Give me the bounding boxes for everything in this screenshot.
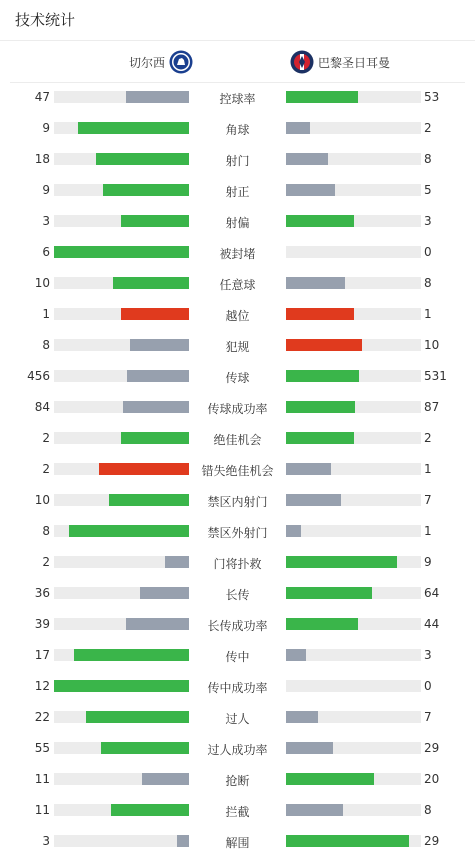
home-stat-bar: [54, 804, 189, 816]
home-team-name: 切尔西: [129, 55, 166, 70]
away-stat-bar-fill: [286, 556, 397, 568]
away-stat-bar: [286, 804, 421, 816]
away-stat-value: 8: [424, 152, 432, 166]
away-stat-bar: [286, 680, 421, 692]
away-stat-bar-fill: [286, 649, 306, 661]
away-stat-value: 53: [424, 90, 440, 104]
home-stat-bar: [54, 432, 189, 444]
home-team[interactable]: [125, 49, 193, 75]
home-stat-value: 3: [42, 214, 50, 228]
stat-label: 射门: [225, 154, 250, 168]
away-stat-bar: [286, 556, 421, 568]
home-stat-value: 18: [34, 152, 50, 166]
stat-label: 抢断: [225, 774, 250, 788]
stat-label: 拦截: [225, 805, 250, 819]
stat-label: 传球成功率: [207, 402, 268, 416]
away-stat-bar-fill: [286, 742, 333, 754]
home-stat-bar: [54, 401, 189, 413]
stat-label: 传球: [225, 371, 250, 385]
home-stat-bar: [54, 680, 189, 692]
away-stat-bar: [286, 742, 421, 754]
away-stat-value: 0: [424, 679, 432, 693]
stat-label: 过人成功率: [207, 743, 268, 757]
home-stat-value: 36: [34, 586, 50, 600]
away-stat-bar-fill: [286, 184, 335, 196]
home-stat-bar: [54, 556, 189, 568]
home-stat-bar: [54, 618, 189, 630]
home-stat-value: 10: [34, 276, 50, 290]
home-stat-bar: [54, 308, 189, 320]
away-stat-bar: [286, 525, 421, 537]
stats-list: [0, 82, 475, 857]
away-stat-bar: [286, 184, 421, 196]
teams-bar: [10, 41, 465, 83]
home-stat-bar: [54, 91, 189, 103]
away-stat-value: 44: [424, 617, 440, 631]
home-stat-bar-fill: [126, 91, 189, 103]
stat-row: [0, 516, 475, 547]
away-stat-bar: [286, 494, 421, 506]
home-stat-bar-fill: [121, 432, 189, 444]
stat-label: 解围: [225, 836, 250, 850]
stat-row: [0, 423, 475, 454]
home-stat-bar: [54, 277, 189, 289]
stat-row: [0, 299, 475, 330]
away-stat-bar: [286, 649, 421, 661]
away-stat-bar: [286, 711, 421, 723]
stat-row: [0, 578, 475, 609]
stat-label: 角球: [225, 123, 250, 137]
stats-header: [0, 0, 475, 41]
away-stat-bar-fill: [286, 835, 409, 847]
away-stat-bar: [286, 401, 421, 413]
away-stat-bar: [286, 773, 421, 785]
away-stat-value: 531: [424, 369, 447, 383]
home-stat-bar: [54, 773, 189, 785]
away-stat-value: 1: [424, 307, 432, 321]
home-stat-bar: [54, 649, 189, 661]
home-stat-bar-fill: [109, 494, 189, 506]
away-stat-bar: [286, 370, 421, 382]
home-stat-value: 22: [34, 710, 50, 724]
home-stat-bar-fill: [113, 277, 189, 289]
stat-row: [0, 547, 475, 578]
stat-row: [0, 454, 475, 485]
away-stat-value: 9: [424, 555, 432, 569]
away-team[interactable]: [290, 49, 394, 75]
away-stat-bar: [286, 215, 421, 227]
stat-label: 传中: [225, 650, 250, 664]
away-stat-bar-fill: [286, 153, 328, 165]
stat-row: [0, 764, 475, 795]
away-stat-bar-fill: [286, 339, 362, 351]
home-stat-value: 39: [34, 617, 50, 631]
home-stat-bar-fill: [103, 184, 189, 196]
home-stat-bar: [54, 184, 189, 196]
away-stat-bar-fill: [286, 215, 354, 227]
home-stat-bar: [54, 711, 189, 723]
chelsea-crest-icon: [169, 50, 193, 74]
away-stat-bar-fill: [286, 463, 331, 475]
home-stat-bar-fill: [123, 401, 189, 413]
stat-row: [0, 206, 475, 237]
stat-label: 传中成功率: [207, 681, 268, 695]
home-stat-bar: [54, 339, 189, 351]
stat-label: 犯规: [225, 340, 250, 354]
stat-row: [0, 702, 475, 733]
away-stat-value: 29: [424, 741, 440, 755]
page-title: 技术统计: [15, 11, 76, 29]
away-stat-value: 7: [424, 710, 432, 724]
stat-row: [0, 82, 475, 113]
away-stat-bar-fill: [286, 804, 343, 816]
away-stat-bar: [286, 618, 421, 630]
stat-label: 任意球: [219, 278, 256, 292]
away-stat-bar-fill: [286, 308, 354, 320]
stat-row: [0, 826, 475, 857]
home-stat-value: 11: [34, 772, 50, 786]
home-stat-value: 9: [42, 183, 50, 197]
home-stat-bar-fill: [74, 649, 189, 661]
away-stat-value: 3: [424, 214, 432, 228]
stat-row: [0, 361, 475, 392]
away-stat-bar: [286, 246, 421, 258]
home-stat-bar-fill: [78, 122, 189, 134]
home-stat-bar-fill: [54, 246, 189, 258]
stat-row: [0, 392, 475, 423]
stat-row: [0, 733, 475, 764]
away-stat-bar: [286, 122, 421, 134]
stat-row: [0, 671, 475, 702]
home-stat-value: 2: [42, 555, 50, 569]
stat-label: 越位: [225, 309, 250, 323]
home-stat-bar-fill: [165, 556, 189, 568]
home-stat-value: 8: [42, 338, 50, 352]
home-stat-bar: [54, 742, 189, 754]
home-stat-bar-fill: [111, 804, 189, 816]
away-stat-value: 2: [424, 431, 432, 445]
away-stat-bar: [286, 432, 421, 444]
home-stat-bar-fill: [177, 835, 189, 847]
away-stat-value: 2: [424, 121, 432, 135]
home-stat-bar: [54, 525, 189, 537]
home-stat-bar-fill: [121, 215, 189, 227]
home-stat-bar: [54, 587, 189, 599]
away-stat-value: 1: [424, 462, 432, 476]
home-stat-bar-fill: [140, 587, 189, 599]
stat-row: [0, 175, 475, 206]
home-stat-value: 8: [42, 524, 50, 538]
stat-label: 禁区外射门: [207, 526, 268, 540]
away-stat-bar: [286, 339, 421, 351]
away-stat-value: 3: [424, 648, 432, 662]
home-stat-value: 55: [34, 741, 50, 755]
stat-row: [0, 237, 475, 268]
away-stat-value: 0: [424, 245, 432, 259]
away-stat-value: 87: [424, 400, 440, 414]
away-stat-bar-fill: [286, 618, 358, 630]
away-stat-bar-fill: [286, 494, 341, 506]
stat-label: 射偏: [225, 216, 250, 230]
home-stat-bar-fill: [99, 463, 189, 475]
away-stat-bar: [286, 153, 421, 165]
away-stat-bar-fill: [286, 587, 372, 599]
home-stat-bar-fill: [127, 370, 189, 382]
stat-label: 禁区内射门: [207, 495, 268, 509]
stat-label: 长传: [225, 588, 250, 602]
stat-row: [0, 113, 475, 144]
stat-label: 绝佳机会: [213, 433, 262, 447]
away-stat-bar: [286, 835, 421, 847]
home-stat-bar: [54, 122, 189, 134]
stat-label: 错失绝佳机会: [201, 464, 274, 478]
home-stat-value: 47: [34, 90, 50, 104]
psg-crest-icon: [290, 50, 314, 74]
away-stat-value: 8: [424, 276, 432, 290]
away-stat-value: 20: [424, 772, 440, 786]
stat-row: [0, 485, 475, 516]
stat-label: 射正: [225, 185, 250, 199]
away-stat-value: 29: [424, 834, 440, 848]
away-stat-value: 64: [424, 586, 440, 600]
home-stat-bar: [54, 246, 189, 258]
home-stat-value: 9: [42, 121, 50, 135]
away-stat-bar-fill: [286, 370, 359, 382]
home-stat-bar: [54, 463, 189, 475]
away-stat-bar-fill: [286, 711, 318, 723]
home-stat-bar-fill: [121, 308, 189, 320]
away-stat-value: 7: [424, 493, 432, 507]
home-stat-bar-fill: [69, 525, 189, 537]
stat-label: 长传成功率: [207, 619, 268, 633]
home-stat-bar-fill: [101, 742, 189, 754]
stat-row: [0, 609, 475, 640]
away-stat-value: 8: [424, 803, 432, 817]
home-stat-value: 12: [34, 679, 50, 693]
stat-label: 过人: [225, 712, 250, 726]
home-stat-bar: [54, 215, 189, 227]
home-stat-bar-fill: [126, 618, 189, 630]
home-stat-bar-fill: [96, 153, 189, 165]
away-stat-value: 5: [424, 183, 432, 197]
home-stat-bar-fill: [130, 339, 189, 351]
stat-row: [0, 144, 475, 175]
away-stat-bar-fill: [286, 91, 358, 103]
home-stat-bar-fill: [142, 773, 189, 785]
home-stat-value: 6: [42, 245, 50, 259]
away-stat-bar: [286, 587, 421, 599]
stat-row: [0, 795, 475, 826]
home-stat-value: 2: [42, 462, 50, 476]
away-team-name: 巴黎圣日耳曼: [318, 55, 391, 70]
stat-label: 控球率: [219, 92, 256, 106]
away-stat-bar: [286, 91, 421, 103]
away-stat-bar-fill: [286, 525, 301, 537]
home-stat-value: 1: [42, 307, 50, 321]
home-stat-bar-fill: [54, 680, 189, 692]
home-stat-value: 3: [42, 834, 50, 848]
home-stat-value: 456: [27, 369, 50, 383]
home-stat-value: 11: [34, 803, 50, 817]
home-stat-bar: [54, 494, 189, 506]
home-stat-value: 10: [34, 493, 50, 507]
stat-label: 门将扑救: [213, 557, 262, 571]
home-stat-value: 17: [34, 648, 50, 662]
away-stat-value: 1: [424, 524, 432, 538]
stat-row: [0, 268, 475, 299]
home-stat-bar-fill: [86, 711, 189, 723]
away-stat-bar-fill: [286, 122, 310, 134]
home-stat-value: 2: [42, 431, 50, 445]
away-stat-bar: [286, 308, 421, 320]
away-stat-bar-fill: [286, 773, 374, 785]
stat-row: [0, 330, 475, 361]
away-stat-bar: [286, 277, 421, 289]
stat-row: [0, 640, 475, 671]
home-stat-bar: [54, 835, 189, 847]
away-stat-bar: [286, 463, 421, 475]
away-stat-value: 10: [424, 338, 440, 352]
away-stat-bar-fill: [286, 401, 355, 413]
home-stat-value: 84: [34, 400, 50, 414]
away-stat-bar-fill: [286, 277, 345, 289]
home-stat-bar: [54, 153, 189, 165]
away-stat-bar-fill: [286, 432, 354, 444]
home-stat-bar: [54, 370, 189, 382]
stat-label: 被封堵: [219, 247, 256, 261]
